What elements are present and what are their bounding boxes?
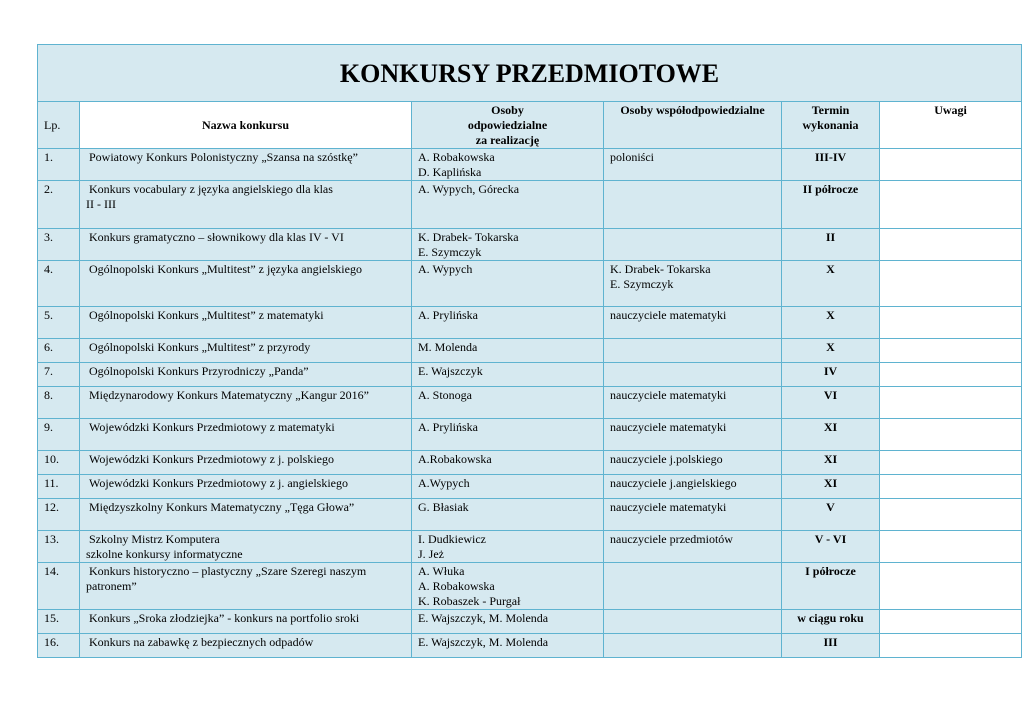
responsible-person: E. Szymczyk xyxy=(418,245,482,259)
table-row xyxy=(38,261,1022,307)
cell-notes xyxy=(880,307,1022,339)
cell-deadline: VI xyxy=(782,387,880,419)
competition-name-line: Szkolny Mistrz Komputera xyxy=(89,532,220,546)
cell-competition-name xyxy=(80,499,412,531)
cell-notes xyxy=(880,261,1022,307)
responsible-person: K. Robaszek - Purgał xyxy=(418,594,521,608)
header-notes: Uwagi xyxy=(880,102,1022,149)
cell-deadline: X xyxy=(782,261,880,307)
cell-notes xyxy=(880,634,1022,658)
cell-lp: 12. xyxy=(38,499,80,531)
table-row xyxy=(38,339,1022,363)
cell-lp: 14. xyxy=(38,563,80,610)
competition-name-line: Ogólnopolski Konkurs „Multitest” z matematyki xyxy=(89,308,324,322)
cell-co-responsible xyxy=(604,419,782,451)
cell-deadline: II półrocze xyxy=(782,181,880,229)
cell-responsible xyxy=(412,419,604,451)
cell-notes xyxy=(880,181,1022,229)
cell-deadline: XI xyxy=(782,475,880,499)
cell-competition-name xyxy=(80,387,412,419)
cell-responsible xyxy=(412,451,604,475)
cell-lp: 10. xyxy=(38,451,80,475)
cell-co-responsible xyxy=(604,307,782,339)
table-row xyxy=(38,363,1022,387)
cell-competition-name xyxy=(80,531,412,563)
cell-co-responsible xyxy=(604,475,782,499)
cell-co-responsible xyxy=(604,181,782,229)
cell-competition-name xyxy=(80,475,412,499)
co-responsible-person: poloniści xyxy=(610,150,654,164)
header-responsible-line: Osoby xyxy=(491,103,524,117)
header-lp: Lp. xyxy=(38,102,80,149)
cell-co-responsible xyxy=(604,634,782,658)
header-deadline-line: Termin xyxy=(811,103,850,117)
responsible-person: E. Wajszczyk, M. Molenda xyxy=(418,611,549,625)
co-responsible-person: nauczyciele j.angielskiego xyxy=(610,476,737,490)
cell-competition-name xyxy=(80,634,412,658)
cell-lp: 16. xyxy=(38,634,80,658)
cell-notes xyxy=(880,563,1022,610)
header-deadline xyxy=(782,102,880,149)
cell-deadline: w ciągu roku xyxy=(782,610,880,634)
table-row xyxy=(38,531,1022,563)
cell-responsible xyxy=(412,149,604,181)
cell-lp: 13. xyxy=(38,531,80,563)
cell-notes xyxy=(880,339,1022,363)
cell-responsible xyxy=(412,307,604,339)
cell-lp: 15. xyxy=(38,610,80,634)
co-responsible-person: nauczyciele matematyki xyxy=(610,388,727,402)
cell-deadline: I półrocze xyxy=(782,563,880,610)
cell-competition-name xyxy=(80,610,412,634)
cell-co-responsible xyxy=(604,363,782,387)
competition-name-line: Konkurs vocabulary z języka angielskiego dla klas xyxy=(89,182,333,196)
cell-co-responsible xyxy=(604,610,782,634)
cell-lp: 11. xyxy=(38,475,80,499)
co-responsible-person: K. Drabek- Tokarska xyxy=(610,262,711,276)
cell-responsible xyxy=(412,531,604,563)
header-co-responsible: Osoby współodpowiedzialne xyxy=(604,102,782,149)
cell-responsible xyxy=(412,339,604,363)
header-responsible-line: odpowiedzialne xyxy=(467,118,548,132)
cell-deadline: V - VI xyxy=(782,531,880,563)
cell-notes xyxy=(880,531,1022,563)
cell-deadline: XI xyxy=(782,419,880,451)
co-responsible-person: nauczyciele matematyki xyxy=(610,500,727,514)
responsible-person: A.Robakowska xyxy=(418,452,492,466)
cell-competition-name xyxy=(80,451,412,475)
cell-co-responsible xyxy=(604,531,782,563)
cell-competition-name xyxy=(80,261,412,307)
table-row xyxy=(38,149,1022,181)
cell-responsible xyxy=(412,563,604,610)
co-responsible-person: E. Szymczyk xyxy=(610,277,674,291)
competitions-table xyxy=(37,44,1022,658)
responsible-person: A. Robakowska xyxy=(418,150,495,164)
competition-name-line: patronem” xyxy=(86,579,137,593)
responsible-person: A.Wypych xyxy=(418,476,470,490)
responsible-person: E. Wajszczyk xyxy=(418,364,483,378)
responsible-person: J. Jeż xyxy=(418,547,444,561)
co-responsible-person: nauczyciele matematyki xyxy=(610,420,727,434)
responsible-person: I. Dudkiewicz xyxy=(418,532,486,546)
competition-name-line: Konkurs na zabawkę z bezpiecznych odpadów xyxy=(89,635,314,649)
table-row xyxy=(38,451,1022,475)
cell-co-responsible xyxy=(604,499,782,531)
table-row xyxy=(38,229,1022,261)
cell-notes xyxy=(880,451,1022,475)
responsible-person: D. Kaplińska xyxy=(418,165,482,179)
responsible-person: A. Włuka xyxy=(418,564,465,578)
cell-co-responsible xyxy=(604,261,782,307)
responsible-person: A. Prylińska xyxy=(418,308,478,322)
title-row xyxy=(38,45,1022,102)
responsible-person: G. Błasiak xyxy=(418,500,469,514)
cell-responsible xyxy=(412,181,604,229)
cell-competition-name xyxy=(80,229,412,261)
responsible-person: A. Wypych xyxy=(418,262,473,276)
responsible-person: A. Robakowska xyxy=(418,579,495,593)
competition-name-line: Konkurs gramatyczno – słownikowy dla klas IV - VI xyxy=(89,230,344,244)
cell-co-responsible xyxy=(604,339,782,363)
competition-name-line: Międzynarodowy Konkurs Matematyczny „Kangur 2016” xyxy=(89,388,369,402)
cell-competition-name xyxy=(80,419,412,451)
table-row xyxy=(38,307,1022,339)
cell-lp: 4. xyxy=(38,261,80,307)
header-responsible-line: za realizację xyxy=(475,133,540,147)
cell-lp: 5. xyxy=(38,307,80,339)
competition-name-line: II - III xyxy=(86,197,116,211)
co-responsible-person: nauczyciele przedmiotów xyxy=(610,532,733,546)
co-responsible-person: nauczyciele matematyki xyxy=(610,308,727,322)
cell-competition-name xyxy=(80,339,412,363)
cell-deadline: X xyxy=(782,307,880,339)
competition-name-line: Wojewódzki Konkurs Przedmiotowy z matematyki xyxy=(89,420,335,434)
cell-co-responsible xyxy=(604,451,782,475)
cell-competition-name xyxy=(80,307,412,339)
cell-competition-name xyxy=(80,149,412,181)
header-responsible xyxy=(412,102,604,149)
cell-notes xyxy=(880,149,1022,181)
cell-notes xyxy=(880,387,1022,419)
responsible-person: K. Drabek- Tokarska xyxy=(418,230,519,244)
cell-lp: 9. xyxy=(38,419,80,451)
table-row xyxy=(38,499,1022,531)
cell-lp: 7. xyxy=(38,363,80,387)
cell-deadline: IV xyxy=(782,363,880,387)
competition-name-line: szkolne konkursy informatyczne xyxy=(86,547,243,561)
cell-competition-name xyxy=(80,563,412,610)
header-row xyxy=(38,102,1022,149)
table-row xyxy=(38,475,1022,499)
table-row xyxy=(38,634,1022,658)
cell-co-responsible xyxy=(604,229,782,261)
competition-name-line: Międzyszkolny Konkurs Matematyczny „Tęga Głowa” xyxy=(89,500,355,514)
cell-responsible xyxy=(412,610,604,634)
table-row xyxy=(38,387,1022,419)
responsible-person: A. Prylińska xyxy=(418,420,478,434)
responsible-person: A. Wypych, Górecka xyxy=(418,182,520,196)
cell-notes xyxy=(880,499,1022,531)
competition-name-line: Powiatowy Konkurs Polonistyczny „Szansa na szóstkę” xyxy=(89,150,358,164)
table-row xyxy=(38,181,1022,229)
competition-name-line: Wojewódzki Konkurs Przedmiotowy z j. angielskiego xyxy=(89,476,348,490)
responsible-person: M. Molenda xyxy=(418,340,478,354)
cell-co-responsible xyxy=(604,387,782,419)
competition-name-line: Ogólnopolski Konkurs Przyrodniczy „Panda” xyxy=(89,364,309,378)
cell-deadline: III xyxy=(782,634,880,658)
cell-competition-name xyxy=(80,181,412,229)
table-row xyxy=(38,419,1022,451)
responsible-person: E. Wajszczyk, M. Molenda xyxy=(418,635,549,649)
page-title: KONKURSY PRZEDMIOTOWE xyxy=(38,45,1022,102)
co-responsible-person: nauczyciele j.polskiego xyxy=(610,452,723,466)
cell-lp: 6. xyxy=(38,339,80,363)
cell-notes xyxy=(880,229,1022,261)
cell-notes xyxy=(880,610,1022,634)
cell-competition-name xyxy=(80,363,412,387)
header-deadline-line: wykonania xyxy=(802,118,859,132)
cell-lp: 3. xyxy=(38,229,80,261)
competition-name-line: Wojewódzki Konkurs Przedmiotowy z j. polskiego xyxy=(89,452,334,466)
cell-deadline: III-IV xyxy=(782,149,880,181)
cell-notes xyxy=(880,419,1022,451)
responsible-person: A. Stonoga xyxy=(418,388,472,402)
cell-deadline: X xyxy=(782,339,880,363)
cell-notes xyxy=(880,475,1022,499)
cell-responsible xyxy=(412,475,604,499)
competition-name-line: Ogólnopolski Konkurs „Multitest” z języka angielskiego xyxy=(89,262,362,276)
cell-lp: 8. xyxy=(38,387,80,419)
cell-responsible xyxy=(412,387,604,419)
cell-deadline: II xyxy=(782,229,880,261)
table-row xyxy=(38,563,1022,610)
competition-name-line: Konkurs „Sroka złodziejka” - konkurs na portfolio sroki xyxy=(89,611,360,625)
cell-responsible xyxy=(412,634,604,658)
cell-lp: 2. xyxy=(38,181,80,229)
cell-notes xyxy=(880,363,1022,387)
cell-responsible xyxy=(412,363,604,387)
cell-co-responsible xyxy=(604,563,782,610)
cell-co-responsible xyxy=(604,149,782,181)
table-row xyxy=(38,610,1022,634)
cell-deadline: V xyxy=(782,499,880,531)
competition-name-line: Konkurs historyczno – plastyczny „Szare Szeregi naszym xyxy=(89,564,367,578)
cell-lp: 1. xyxy=(38,149,80,181)
cell-responsible xyxy=(412,229,604,261)
cell-responsible xyxy=(412,261,604,307)
cell-responsible xyxy=(412,499,604,531)
competition-name-line: Ogólnopolski Konkurs „Multitest” z przyrody xyxy=(89,340,311,354)
header-name: Nazwa konkursu xyxy=(80,102,412,149)
cell-deadline: XI xyxy=(782,451,880,475)
